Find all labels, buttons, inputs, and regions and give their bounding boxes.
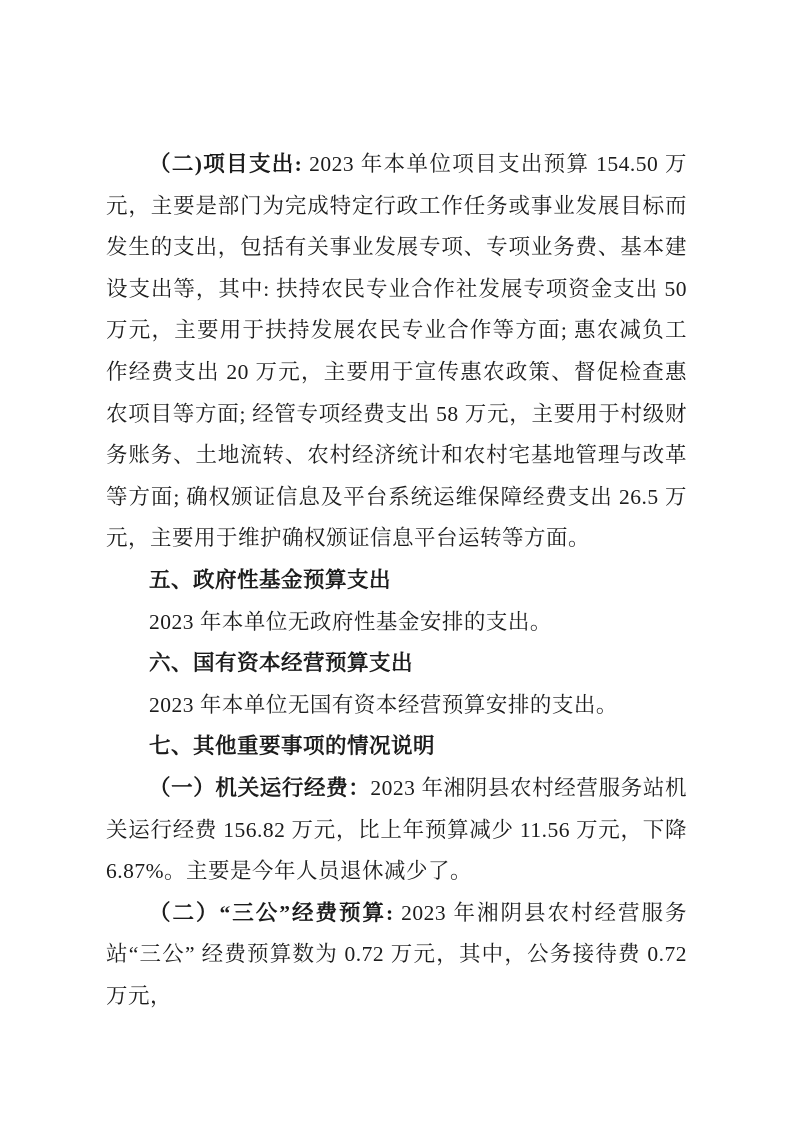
paragraph-project-expenditure [106, 144, 687, 560]
heading-other-important-matters: 七、其他重要事项的情况说明 [149, 734, 436, 759]
paragraph-three-public-expense-lead: （二）“三公”经费预算: [149, 900, 402, 925]
paragraph-project-expenditure-lead: （二)项目支出: [149, 152, 310, 176]
heading-state-capital-budget: 六、国有资本经营预算支出 [149, 651, 414, 676]
paragraph-agency-operating-expense-text: 2023 年湘阴县农村经营服务站机关运行经费 156.82 万元，比上年预算减少 11.56 万元，下降 6.87%。主要是今年人员退休减少了。 [106, 775, 687, 884]
paragraph-agency-operating-expense-lead: （一）机关运行经费： [149, 775, 371, 800]
paragraph-state-capital: 2023 年本单位无国有资本经营预算安排的支出。 [149, 692, 618, 717]
paragraph-three-public-expense [106, 893, 687, 1018]
paragraph-govt-fund: 2023 年本单位无政府性基金安排的支出。 [149, 609, 552, 634]
paragraph-three-public-expense-text: 2023 年湘阴县农村经营服务站“三公” 经费预算数为 0.72 万元，其中，公务接待费 0.72 万元， [106, 900, 687, 1008]
heading-govt-fund-budget: 五、政府性基金预算支出 [149, 567, 392, 592]
paragraph-project-expenditure-text: 2023 年本单位项目支出预算 154.50 万元，主要是部门为完成特定行政工作任务或事业发展目标而发生的支出，包括有关事业发展专项、专项业务费、基本建设支出等，其中: 扶持农民专业合作社发展专项资金支出 50 万元，主要用于扶持发展农民专业合作等方面; 惠农减负工作经费支出 20 万元，主要用于宣传惠农政策、督促检查惠农项目等方面; 经管专项经费支出 58 万元，主要用于村级财务账务、土地流转、农村经济统计和农村宅基地管理与改革等方面; 确权颁证信息及平台系统运维保障经费支出 26.5 万元，主要用于维护确权颁证信息平台运转等方面。 [106, 152, 687, 551]
paragraph-agency-operating-expense [106, 768, 687, 893]
